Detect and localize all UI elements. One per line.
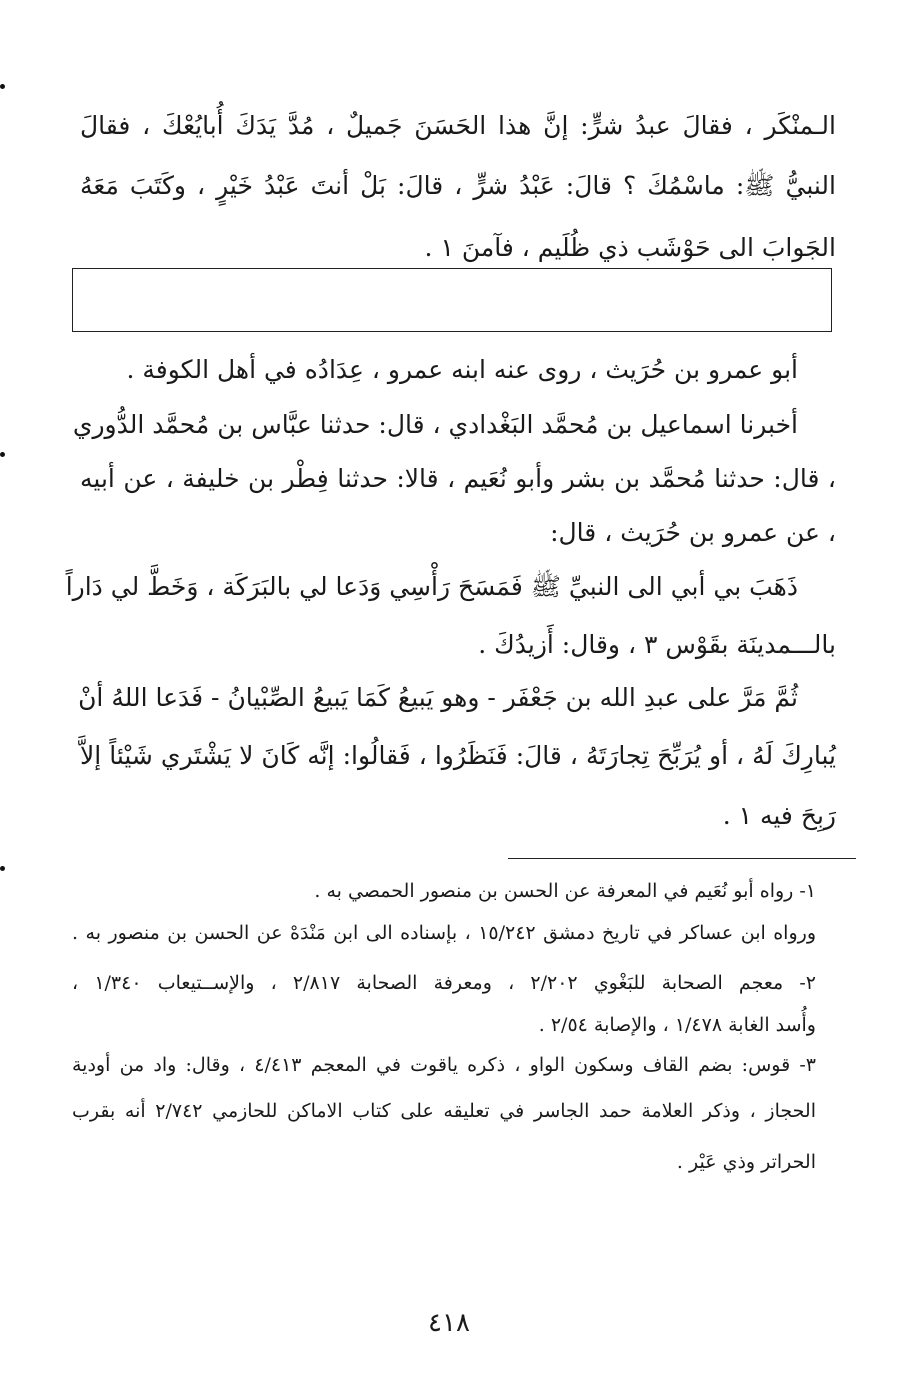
scan-mark-middle	[0, 452, 5, 457]
body-line: رَبِحَ فيه ١ .	[722, 801, 836, 830]
footnote-line: ١- رواه أبو نُعَيم في المعرفة عن الحسن بن منصور الحمصي به .	[314, 880, 816, 902]
body-line: ، قال: حدثنا مُحمَّد بن بشر وأبو نُعَيم ، قالا: حدثنا فِطْر بن خليفة ، عن أبيه	[80, 464, 836, 493]
footnote-line: ٢- معجم الصحابة للبَغْوي ٢/٢٠٢ ، ومعرفة الصحابة ٢/٨١٧ ، والإســتيعاب ١/٣٤٠ ،	[72, 972, 817, 994]
body-line: الـمنْكَر ، فقالَ عبدُ شرٍّ: إنَّ هذا الحَسَنَ جَميلٌ ، مُدَّ يَدَكَ أُبايُعْكَ ، فقالَ	[80, 111, 836, 140]
scan-mark-lower	[0, 866, 5, 871]
body-line: النبيُّ ﷺ: ماسْمُكَ ؟ قالَ: عَبْدُ شرٍّ ، قالَ: بَلْ أنتَ عَبْدُ خَيْرٍ ، وكَتَبَ مَعَهُ	[80, 171, 836, 200]
section-heading	[73, 269, 831, 331]
page-number: ٤١٨	[428, 1308, 470, 1338]
body-line: أبو عمرو بن حُرَيث ، روى عنه ابنه عمرو ، عِدَادُه في أهل الكوفة .	[126, 355, 798, 384]
section-heading-box	[72, 268, 832, 332]
footnote-line: ٣- قوس: بضم القاف وسكون الواو ، ذكره ياقوت في المعجم ٤/٤١٣ ، وقال: واد من أودية	[72, 1054, 816, 1076]
body-line: بالـــمدينَة بقَوْس ٣ ، وقال: أَزيدُكَ .	[478, 630, 836, 659]
footnote-line: وأُسد الغابة ١/٤٧٨ ، والإصابة ٢/٥٤ .	[538, 1014, 816, 1036]
body-line: أخبرنا اسماعيل بن مُحمَّد البَغْدادي ، قال: حدثنا عبَّاس بن مُحمَّد الدُّوري	[72, 410, 798, 439]
scan-mark-top	[0, 84, 5, 89]
body-line: ثُمَّ مَرَّ على عبدِ الله بن جَعْفَر - وهو يَبيعُ كَمَا يَبيعُ الصِّبْيانُ - فَدَعا اللهُ أنْ	[78, 683, 798, 712]
footnote-line: ورواه ابن عساكر في تاريخ دمشق ١٥/٢٤٢ ، بإسناده الى ابن مَنْدَهْ عن الحسن بن منصور به .	[72, 922, 816, 944]
body-line: ذَهَبَ بي أبي الى النبيِّ ﷺ فَمَسَحَ رَأْسِي وَدَعا لي بالبَرَكَة ، وَخَطَّ لي دَاراً	[65, 572, 798, 601]
footnote-separator	[508, 858, 856, 859]
body-line: يُبارِكَ لَهُ ، أو يُرَبِّحَ تِجارَتَهُ ، قالَ: فَنَظَرُوا ، فَقالُوا: إنَّه كَانَ لا يَشْتَري شَيْئاً إلاَّ	[80, 741, 836, 770]
footnote-line: الحراتر وذي عَيْر .	[676, 1151, 816, 1173]
footnote-line: الحجاز ، وذكر العلامة حمد الجاسر في تعليقه على كتاب الاماكن للحازمي ٢/٧٤٢ أنه بقرب	[72, 1100, 816, 1122]
body-line: ، عن عمرو بن حُرَيث ، قال:	[550, 518, 836, 547]
body-line: الجَوابَ الى حَوْشَب ذي ظُلَيم ، فآمنَ ١ .	[424, 233, 836, 262]
